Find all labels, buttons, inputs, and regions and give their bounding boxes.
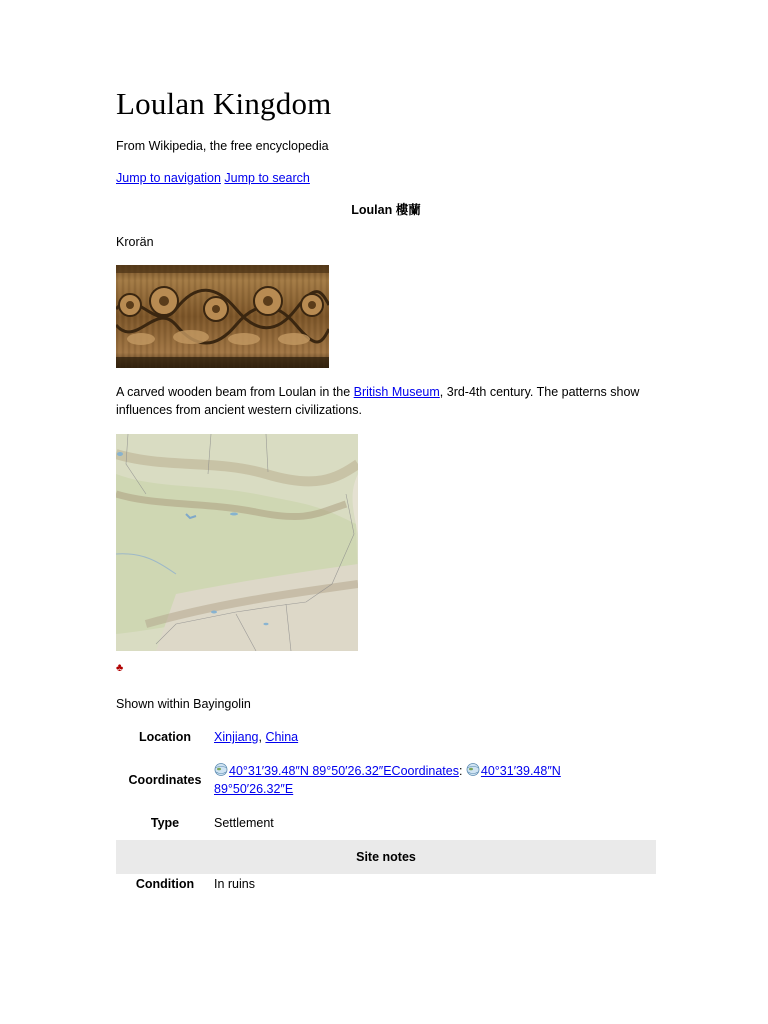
location-separator: ,	[258, 730, 266, 744]
condition-label: Condition	[135, 877, 195, 891]
infobox-row-location	[116, 720, 656, 754]
xinjiang-link[interactable]: Xinjiang	[214, 730, 259, 744]
infobox-alt-name: Krorän	[116, 235, 154, 249]
map-location-marker-icon: ♣	[116, 662, 124, 674]
caption-text-after: , 3rd-4th century. The patterns show influences from ancient western civilizations.	[116, 385, 640, 417]
jump-to-search-link[interactable]: Jump to search	[224, 171, 310, 185]
location-value	[214, 720, 656, 754]
infobox-row-coordinates	[116, 754, 656, 806]
infobox-row-type	[116, 806, 656, 840]
infobox-row-condition	[116, 874, 656, 894]
site-notes-header: Site notes	[116, 840, 656, 874]
coordinates-line2: 89°50′26.32″E	[214, 782, 294, 796]
location-label: Location	[138, 730, 192, 744]
globe-icon[interactable]	[214, 763, 228, 776]
location-map-image[interactable]	[116, 434, 358, 651]
british-museum-link[interactable]: British Museum	[353, 385, 440, 399]
china-link[interactable]: China	[265, 730, 299, 744]
condition-value: In ruins	[214, 877, 255, 891]
coordinates-link-primary[interactable]: 40°31′39.48″N 89°50′26.32″ECoordinates	[229, 764, 459, 778]
tagline: From Wikipedia, the free encyclopedia	[116, 139, 329, 153]
coordinates-line1: 40°31′39.48″N	[480, 764, 561, 778]
map-caption: Shown within Bayingolin	[116, 697, 251, 711]
type-label: Type	[150, 816, 180, 830]
jump-to-navigation-link[interactable]: Jump to navigation	[116, 171, 221, 185]
caption-text-before: A carved wooden beam from Loulan in the	[116, 385, 354, 399]
infobox-title: Loulan 樓蘭	[351, 203, 421, 217]
page-title: Loulan Kingdom	[116, 86, 332, 121]
infobox-table	[116, 720, 656, 894]
beam-image-caption	[116, 383, 646, 419]
infobox-row-site-notes	[116, 840, 656, 874]
carved-beam-image[interactable]	[116, 265, 329, 368]
globe-icon[interactable]	[466, 763, 480, 776]
type-value: Settlement	[214, 816, 274, 830]
jump-links	[116, 169, 310, 187]
coordinates-value	[214, 754, 656, 806]
coordinates-colon: :	[458, 764, 466, 778]
coordinates-label: Coordinates	[128, 773, 202, 787]
